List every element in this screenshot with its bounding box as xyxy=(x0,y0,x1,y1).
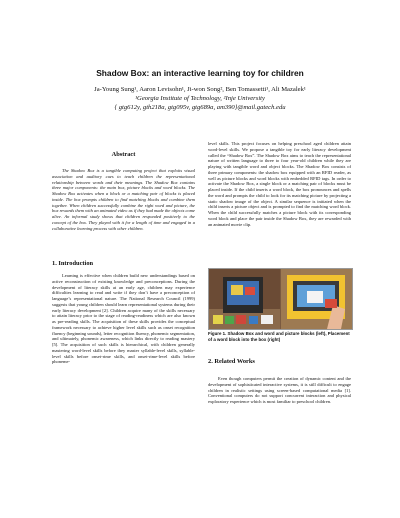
introduction-text: Learning is effective when children build new understandings based on active reconstruction of existing knowledge and preconceptions. During the development of literacy skills at an early age, children may experience difficulties learning to read and write if they don’t have a preconception of language’s representational nature. The National Research Council (1999) suggests that young children should learn representational systems during their early literacy development [2]. Children acquire many of the skills necessary to attain literacy prior to the stage of reading-readiness which are also known as pre-reading skills. The acquisition of these skills provides the conceptual framework necessary to achieve higher level skills such as onset recognition fluency (beginning sounds), letter recognition fluency, phonemic segmentation, and ultimately, phonemic awareness, which links directly to reading mastery [5]. The acquisition of such skills is hierarchical, with children generally mastering word-level skills before they master syllable-level skills, syllable-level skills before onset-rime skills, and onset-rime-level skills before phoneme- xyxy=(52,273,195,365)
abstract-heading: Abstract xyxy=(111,151,136,158)
section-heading-related-works: 2. Related Works xyxy=(208,358,255,365)
abstract-text: The Shadow Box is a tangible computing project that exploits visual association and auditory cues to teach children the representational relationship between words and their meanings. The Shadow Box contains three major components: the main box, picture blocks and word blocks. The Shadow Box activates when a block or a matching pair of blocks is placed inside. The box prompts children to find matching blocks and combine them together. When children successfully combine the right word and picture, the box rewards them with an animated video as if they had made the objects come alive. An informal study shows that children responded positively to the concept of the box. They played with it for a length of time and engaged in a collaborative learning process with other children. xyxy=(52,168,195,231)
affiliations: ¹Georgia Institute of Technology, ²Inje University xyxy=(135,95,265,102)
figure-1-photos xyxy=(208,268,353,330)
figure-1-caption: Figure 1. Shadow Box and word and picture blocks (left), Placement of a word block into the box (right) xyxy=(208,331,350,342)
author-emails: { gtg612y, gth218a, gtg095v, gtg689a, am390}@mail.gatech.edu xyxy=(114,104,286,111)
right-column-body xyxy=(208,141,351,227)
abstract-body xyxy=(52,168,195,231)
author-list: Ja-Young Sung¹, Aaron Levisohn¹, Ji-won Song², Ben Tomassetti¹, Ali Mazalek¹ xyxy=(94,86,306,93)
related-works-body xyxy=(208,376,351,405)
right-column-text: level skills. This project focuses on helping preschool aged children attain word-level skills. We propose a tangible toy for early literacy development called the “Shadow Box”. The Shadow Box aims to teach the representational nature of written language to three to four year-old children while they are playing with tangible word and object blocks. The Shadow Box consists of three primary components: the shadow box equipped with an RFID reader, as well as picture blocks and word blocks with embedded RFID tags. In order to activate the Shadow Box, a single block or a matching pair of blocks must be placed inside. If the child inserts a word block, the box pronounces and spells the word and prompts the child to look for its matching picture by projecting a static shadow image of the object. A similar sequence is initiated when the child inserts a picture object and is prompted to find the matching word block. When the child successfully matches a picture block with its corresponding word block and place the pair inside the Shadow Box, they are rewarded with an animated movie clip. xyxy=(208,141,351,227)
figure-1-image xyxy=(209,269,352,329)
related-works-text: Even though computers permit the creation of dynamic content and the development of sophisticated interactive systems, it is still difficult to engage children in realistic settings using screen-based computational media [1]. Conventional computers do not support concurrent interaction and physical exploratory experience which is most familiar to preschool children. xyxy=(208,376,351,404)
introduction-body xyxy=(52,273,195,365)
paper-title: Shadow Box: an interactive learning toy for children xyxy=(96,68,304,78)
section-heading-introduction: 1. Introduction xyxy=(52,260,94,267)
